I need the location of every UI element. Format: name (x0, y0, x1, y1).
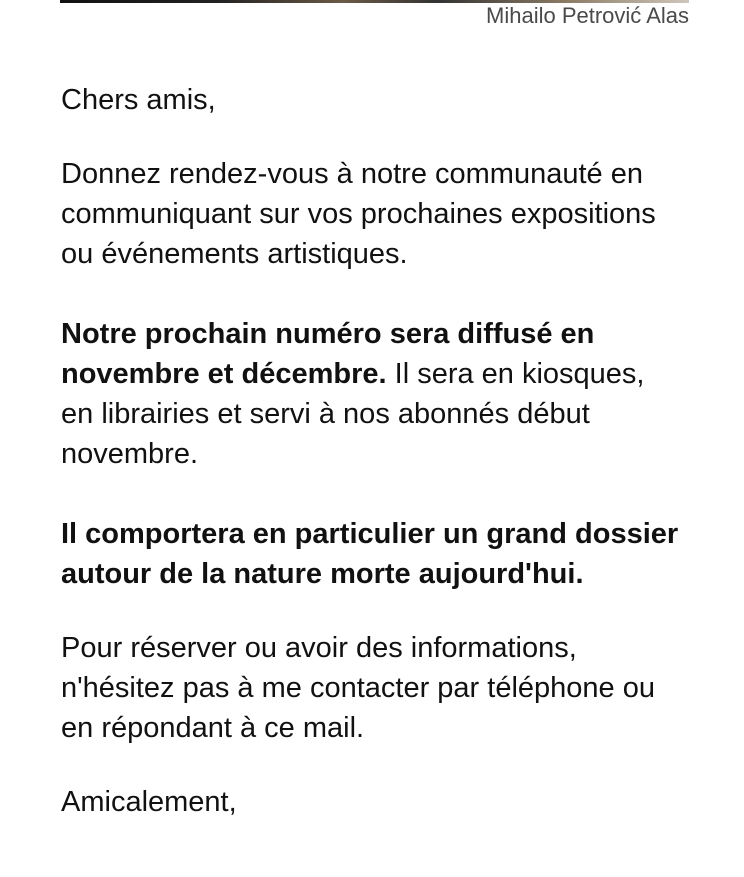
intro-paragraph: Donnez rendez-vous à notre communauté en communiquant sur vos prochaines expositions ou événements artistiques. (61, 158, 656, 270)
image-caption: Mihailo Petrović Alas (486, 3, 689, 28)
dossier-paragraph: Il comportera en particulier un grand dossier autour de la nature morte aujourd'hui. (61, 518, 679, 590)
contact-paragraph: Pour réserver ou avoir des informations, n'hésitez pas à me contacter par téléphone ou en répondant à ce mail. (61, 632, 655, 744)
email-body (61, 80, 681, 822)
issue-highlight: Notre prochain numéro sera diffusé en novembre et décembre. (61, 318, 595, 390)
issue-paragraph (61, 314, 681, 474)
issue-details: Il sera en kiosques, en librairies et servi à nos abonnés début novembre. (61, 358, 645, 470)
greeting-text: Chers amis, (61, 84, 216, 116)
signoff-text: Amicalement, (61, 786, 237, 818)
